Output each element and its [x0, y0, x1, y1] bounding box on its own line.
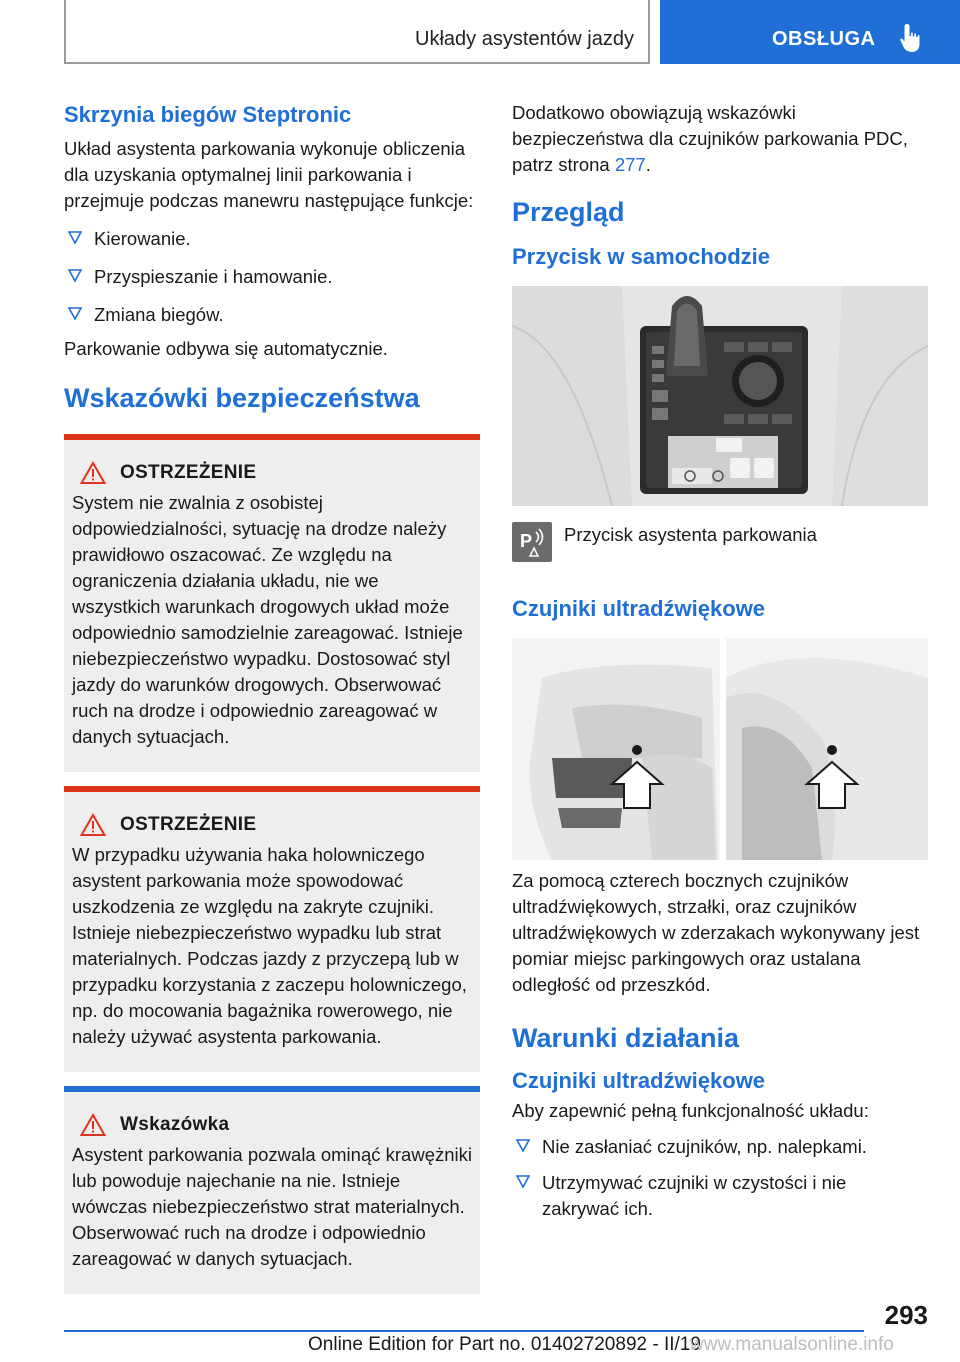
sensor-care-list: [512, 1134, 928, 1222]
heading-operating-conditions: Warunki działania: [512, 1023, 740, 1053]
list-item-text: Utrzymywać czujniki w czystości i nie zakrywać ich.: [542, 1172, 847, 1219]
heading-vehicle-button: Przycisk w samochodzie: [512, 244, 770, 269]
list-item-text: Kierowanie.: [94, 228, 191, 249]
section-tab[interactable]: [660, 0, 960, 64]
ultrasonic-sensors-image: [512, 638, 928, 860]
footer-rule: [64, 1330, 864, 1332]
page-link-277[interactable]: 277: [614, 154, 646, 175]
right-column: [512, 100, 928, 1222]
section-tab-label: OBSŁUGA: [772, 28, 876, 50]
triangle-bullet-icon: [68, 306, 82, 322]
note-text: Asystent parkowania pozwala ominąć krawężniki lub powoduje najechanie na nie. Istnieje wówczas niebezpieczeństwo strat materialnych. Obserwować ruch na drodze i odpowiednio zareagować w danych sytuacjach.: [72, 1144, 472, 1269]
svg-text:P: P: [520, 531, 533, 551]
pdc-reference-paragraph: [512, 100, 928, 178]
center-console-drawing: [512, 286, 928, 506]
page-number: 293: [884, 1300, 928, 1330]
pdc-reference-text: Dodatkowo obowiązują wskazówki bezpieczeństwa dla czujników parkowania PDC, patrz strona: [512, 102, 908, 175]
left-column: [64, 100, 480, 1294]
hand-pointing-icon: [898, 22, 924, 54]
warning-title: OSTRZEŻENIE: [120, 814, 257, 835]
brand-watermark: www.manualsonline.info: [690, 1334, 894, 1355]
warning-triangle-icon: [80, 813, 106, 837]
list-item-text: Nie zasłaniać czujników, np. nalepkami.: [542, 1136, 867, 1157]
list-item: [512, 1134, 928, 1160]
triangle-bullet-icon: [68, 230, 82, 246]
heading-ultrasonic-sensors-2: Czujniki ultradźwiękowe: [512, 1068, 766, 1093]
note-box: [64, 1086, 480, 1294]
warning-triangle-icon: [80, 1113, 106, 1137]
intro-paragraph: Układ asystenta parkowania wykonuje obliczenia dla uzyskania optymalnej linii parkowania i przejmuje podczas manewru następujące funkcje:: [64, 138, 474, 211]
parking-assist-caption: Przycisk asystenta parkowania: [564, 524, 817, 545]
parking-assist-button-icon: [512, 522, 552, 562]
caption-row: [512, 522, 928, 562]
warning-title: OSTRZEŻENIE: [120, 462, 257, 483]
triangle-bullet-icon: [68, 268, 82, 284]
heading-ultrasonic-sensors: Czujniki ultradźwiękowe: [512, 596, 766, 621]
list-item: [64, 226, 480, 252]
triangle-bullet-icon: [516, 1138, 530, 1154]
warning-triangle-icon: [80, 461, 106, 485]
list-item: [64, 302, 480, 328]
pdc-reference-end: .: [645, 154, 651, 175]
chapter-title: Układy asystentów jazdy: [415, 28, 634, 50]
list-item: [64, 264, 480, 290]
warning-box-2: [64, 786, 480, 1072]
list-item-text: Zmiana biegów.: [94, 304, 224, 325]
center-console-image: [512, 286, 928, 506]
list-item-text: Przyspieszanie i hamowanie.: [94, 266, 333, 287]
function-list: [64, 226, 480, 328]
heading-safety: Wskazówki bezpieczeństwa: [64, 383, 420, 413]
functionality-intro: Aby zapewnić pełną funkcjonalność układu:: [512, 1100, 869, 1121]
triangle-bullet-icon: [516, 1174, 530, 1190]
list-item: [512, 1170, 928, 1222]
sensors-description: Za pomocą czterech bocznych czujników ultradźwiękowych, strzałki, oraz czujników ultradźwiękowych w zderzakach wykonywany jest pomiar miejsc parkingowych oraz ustalana odległość od przeszkód.: [512, 870, 920, 995]
heading-overview: Przegląd: [512, 197, 625, 227]
warning-box-1: [64, 434, 480, 772]
header-chapter-box: [64, 0, 650, 64]
heading-steptronic: Skrzynia biegów Steptronic: [64, 102, 352, 127]
ultrasonic-sensors-drawing: [512, 638, 928, 860]
parking-assist-p-icon: [512, 522, 552, 562]
auto-parking-text: Parkowanie odbywa się automatycznie.: [64, 338, 388, 359]
note-title: Wskazówka: [120, 1114, 230, 1135]
warning-text: W przypadku używania haka holowniczego asystent parkowania może spowodować uszkodzenia ze względu na zakryte czujniki. Istnieje niebezpieczeństwo wypadku lub strat materialnych. Podczas jazdy z przyczepą lub w przypadku korzystania z zaczepu holowniczego, np. do mocowania bagażnika rowerowego, nie należy używać asystenta parkowania.: [72, 844, 467, 1047]
edition-note: Online Edition for Part no. 01402720892 - II/19: [308, 1334, 701, 1355]
warning-text: System nie zwalnia z osobistej odpowiedzialności, sytuację na drodze należy prawidłowo oszacować. Ze względu na ograniczenia działania układu, nie we wszystkich warunkach drogowych układ może odpowiednio samodzielnie zareagować. Istnieje niebezpieczeństwo wypadku. Dostosować styl jazdy do warunków drogowych. Obserwować ruch na drodze i odpowiednio zareagować w danych sytuacjach.: [72, 492, 463, 747]
